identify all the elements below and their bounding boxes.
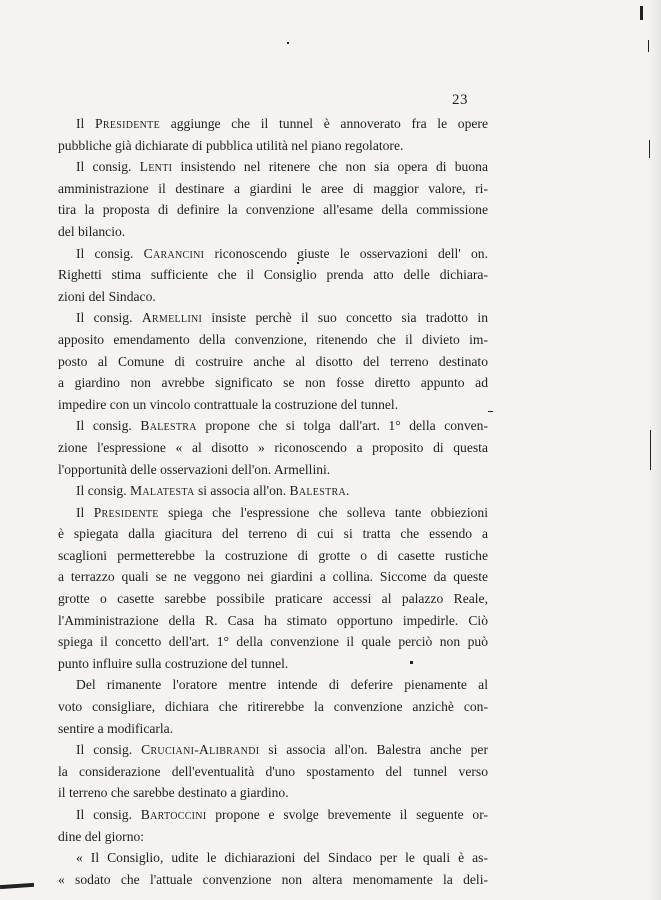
- text-run: posto al Comune di costruire anche al disotto del terreno destinato: [58, 353, 488, 369]
- text-run: si associa all'on.: [194, 483, 290, 499]
- text-run: aggiunge che il tunnel è annoverato fra le opere: [160, 116, 488, 131]
- text-line: [58, 372, 488, 394]
- text-run: propone e svolge brevemente il seguente or-: [206, 807, 488, 822]
- text-run: tira la proposta di definire la convenzione all'esame della commissione: [58, 202, 488, 218]
- text-run: Del rimanente l'oratore mentre intende di deferire pienamente al: [76, 677, 488, 693]
- text-run: Righetti stima sufficiente che il Consiglio prenda atto delle dichiara-: [58, 267, 488, 283]
- text-line: [58, 696, 488, 718]
- text-run: apposito emendamento della convenzione, ritenendo che il divieto im-: [58, 331, 488, 347]
- text-line: [58, 415, 488, 437]
- text-line: [58, 674, 488, 696]
- text-run: a giardino non avrebbe significato se non fosse diretto appunto ad: [58, 375, 488, 391]
- text-run: Il consig.: [76, 742, 142, 758]
- text-line: [58, 631, 488, 653]
- scan-speck: [297, 262, 299, 264]
- text-run: amministrazione il destinare a giardini le aree di maggior valore, ri-: [58, 180, 488, 196]
- text-run: a terrazzo quali se ne veggono nei giardini a collina. Siccome da queste: [58, 569, 488, 585]
- text-run: l'Amministrazione della R. Casa ha stimato opportuno impedirle. Ciò: [58, 612, 488, 628]
- scan-speck: [410, 661, 413, 664]
- text-run: Il consig.: [76, 310, 142, 326]
- text-run: grotte o casette sarebbe possibile praticare accessi al palazzo Reale,: [58, 591, 488, 607]
- text-line: [58, 307, 488, 329]
- text-line: [58, 437, 488, 459]
- text-line: [58, 264, 488, 286]
- text-line: [58, 394, 488, 416]
- text-line: [58, 718, 488, 740]
- text-line: [58, 480, 488, 502]
- text-run: zioni del Sindaco.: [58, 288, 156, 304]
- text-run: punto influire sulla costruzione del tunnel.: [58, 655, 289, 671]
- text-line: [58, 113, 488, 135]
- text-run: Il consig.: [76, 159, 140, 175]
- body-text: [58, 113, 488, 890]
- text-line: [58, 221, 488, 243]
- text-run: Il: [76, 116, 95, 131]
- speaker-name: Presidente: [95, 116, 160, 131]
- text-line: [58, 156, 488, 178]
- text-line: [58, 178, 488, 200]
- text-line: [58, 826, 488, 848]
- text-run: spiega che l'espressione che solleva tante obbiezioni: [158, 504, 488, 520]
- speaker-name: Armellini: [141, 310, 203, 326]
- text-line: [58, 135, 488, 157]
- text-line: [58, 804, 488, 826]
- text-run: Il consig.: [76, 807, 141, 822]
- text-run: scaglioni permetterebbe la costruzione di grotte o di casette rustiche: [58, 547, 488, 563]
- text-run: sentire a modificarla.: [58, 720, 174, 736]
- text-run: spiega il concetto dell'art. 1° della convenzione il quale perciò non può: [58, 634, 488, 650]
- page-number: 23: [452, 92, 468, 108]
- speaker-name: Balestra: [289, 483, 346, 499]
- text-run: insistendo nel ritenere che non sia opera di buona: [172, 159, 488, 175]
- text-line: [58, 588, 488, 610]
- text-line: [58, 199, 488, 221]
- text-line: [58, 653, 488, 675]
- text-run: « Il Consiglio, udite le dichiarazioni del Sindaco per le quali è as-: [76, 850, 488, 866]
- text-line: [58, 329, 488, 351]
- text-line: [58, 739, 488, 761]
- text-line: [58, 351, 488, 373]
- text-run: « sodato che l'attuale convenzione non altera menomamente la deli-: [58, 871, 488, 887]
- speaker-name: Malatesta: [130, 483, 195, 499]
- speaker-name: Lenti: [139, 159, 173, 175]
- text-line: [58, 243, 488, 265]
- text-line: [58, 566, 488, 588]
- scan-speck: [488, 411, 493, 412]
- text-run: .: [345, 483, 350, 499]
- text-run: Il consig.: [76, 418, 141, 434]
- text-run: del bilancio.: [58, 223, 126, 239]
- page-edge-shadow: [649, 0, 661, 900]
- text-line: [58, 761, 488, 783]
- text-run: l'opportunità delle osservazioni dell'on. Armellini.: [58, 461, 331, 477]
- text-run: è spiegata dalla giacitura del terreno di cui si tratta che essendo a: [58, 526, 488, 542]
- text-run: il terreno che sarebbe destinato a giardino.: [58, 785, 289, 801]
- speaker-name: Presidente: [93, 504, 159, 520]
- text-line: [58, 782, 488, 804]
- text-run: pubbliche già dichiarate di pubblica utilità nel piano regolatore.: [58, 137, 404, 153]
- text-line: [58, 869, 488, 891]
- speaker-name: Carancini: [143, 245, 205, 261]
- text-run: la considerazione dell'eventualità d'uno spostamento del tunnel verso: [58, 763, 488, 779]
- speaker-name: Bartoccini: [140, 807, 207, 822]
- scan-speck: [287, 42, 289, 44]
- text-run: Il: [76, 504, 94, 520]
- corner-smudge: [0, 883, 34, 889]
- text-line: [58, 286, 488, 308]
- text-run: propone che si tolga dall'art. 1° della conven-: [196, 418, 488, 434]
- text-line: [58, 847, 488, 869]
- text-run: riconoscendo giuste le osservazioni dell' on.: [204, 245, 488, 261]
- text-line: [58, 523, 488, 545]
- speaker-name: Balestra: [140, 418, 197, 434]
- margin-mark: [640, 6, 643, 20]
- text-run: si associa all'on. Balestra anche per: [259, 742, 488, 758]
- text-line: [58, 545, 488, 567]
- text-run: voto consigliare, dichiara che ritirerebbe la convenzione anzichè con-: [58, 699, 488, 715]
- text-run: Il consig.: [76, 245, 144, 261]
- speaker-name: Cruciani-Alibrandi: [141, 742, 260, 758]
- text-run: zione l'espressione « al disotto » riconoscendo a proposito di questa: [58, 439, 488, 455]
- text-run: insiste perchè il suo concetto sia tradotto in: [202, 310, 488, 326]
- text-line: [58, 459, 488, 481]
- text-line: [58, 610, 488, 632]
- text-run: impedire con un vincolo contrattuale la costruzione del tunnel.: [58, 396, 399, 412]
- text-run: Il consig.: [76, 483, 130, 499]
- text-line: [58, 502, 488, 524]
- text-run: dine del giorno:: [58, 828, 145, 844]
